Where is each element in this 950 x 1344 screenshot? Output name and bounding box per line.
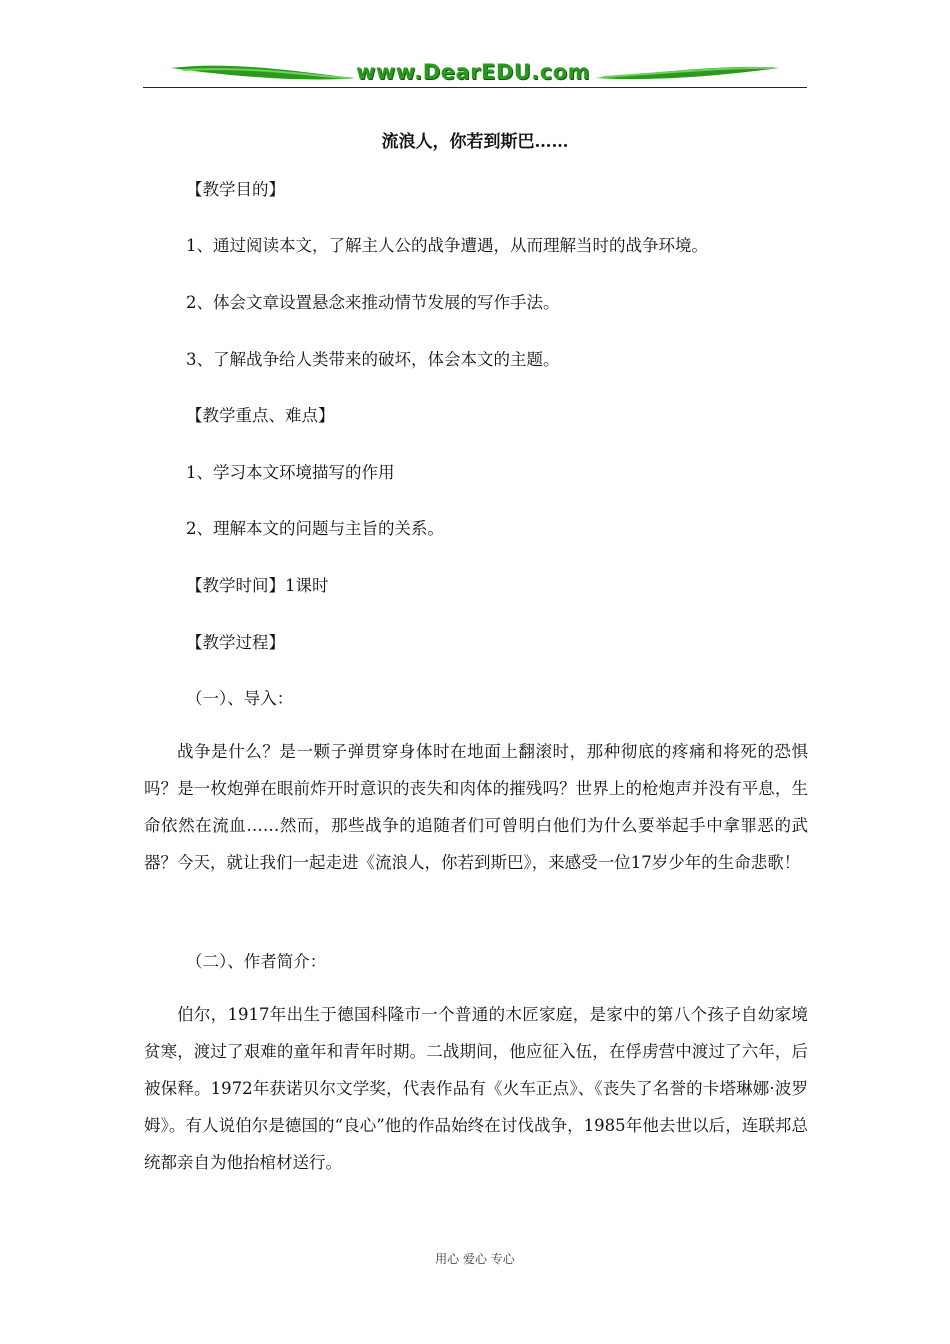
author-heading: （二）、作者简介： [186,952,327,971]
author-paragraph: 伯尔，1917年出生于德国科隆市一个普通的木匠家庭，是家中的第八个孩子自幼家境贫寒，渡过了艰难的童年和青年时期。二战期间，他应征入伍，在俘虏营中渡过了六年，后被保释。1972年获诺贝尔文学奖，代表作品有《火车正点》、《丧失了名誉的卡塔琳娜·波罗姆》。有人说伯尔是德国的“良心”他的作品始终在讨伐战争，1985年他去世以后，连联邦总统都亲自为他抬棺材送行。 [144,1005,808,1172]
document-title: 流浪人，你若到斯巴…… [381,132,569,152]
goal-heading: 【教学目的】 [186,180,285,199]
key-heading: 【教学重点、难点】 [186,406,335,425]
header-divider [143,87,807,88]
goal-item-3: 3、了解战争给人类带来的破坏，体会本文的主题。 [186,350,560,369]
key-item-1: 1、学习本文环境描写的作用 [186,463,395,482]
process-heading: 【教学过程】 [186,633,285,652]
site-logo-text[interactable]: www.DearEDU.com [355,60,591,84]
goal-item-1: 1、通过阅读本文，了解主人公的战争遭遇，从而理解当时的战争环境。 [186,236,708,255]
goal-item-2: 2、体会文章设置悬念来推动情节发展的写作手法。 [186,293,560,312]
page-footer: 用心 爱心 专心 [435,1252,515,1266]
intro-heading: （一）、导入： [186,689,294,708]
intro-paragraph: 战争是什么？是一颗子弹贯穿身体时在地面上翻滚时，那种彻底的疼痛和将死的恐惧吗？是一枚炮弹在眼前炸开时意识的丧失和肉体的摧残吗？世界上的枪炮声并没有平息，生命依然在流血……然而，那些战争的追随者们可曾明白他们为什么要举起手中拿罪恶的武器？今天，就让我们一起走进《流浪人，你若到斯巴》，来感受一位17岁少年的生命悲歌！ [144,742,808,872]
time-line: 【教学时间】1课时 [186,576,329,595]
key-item-2: 2、理解本文的问题与主旨的关系。 [186,519,444,538]
